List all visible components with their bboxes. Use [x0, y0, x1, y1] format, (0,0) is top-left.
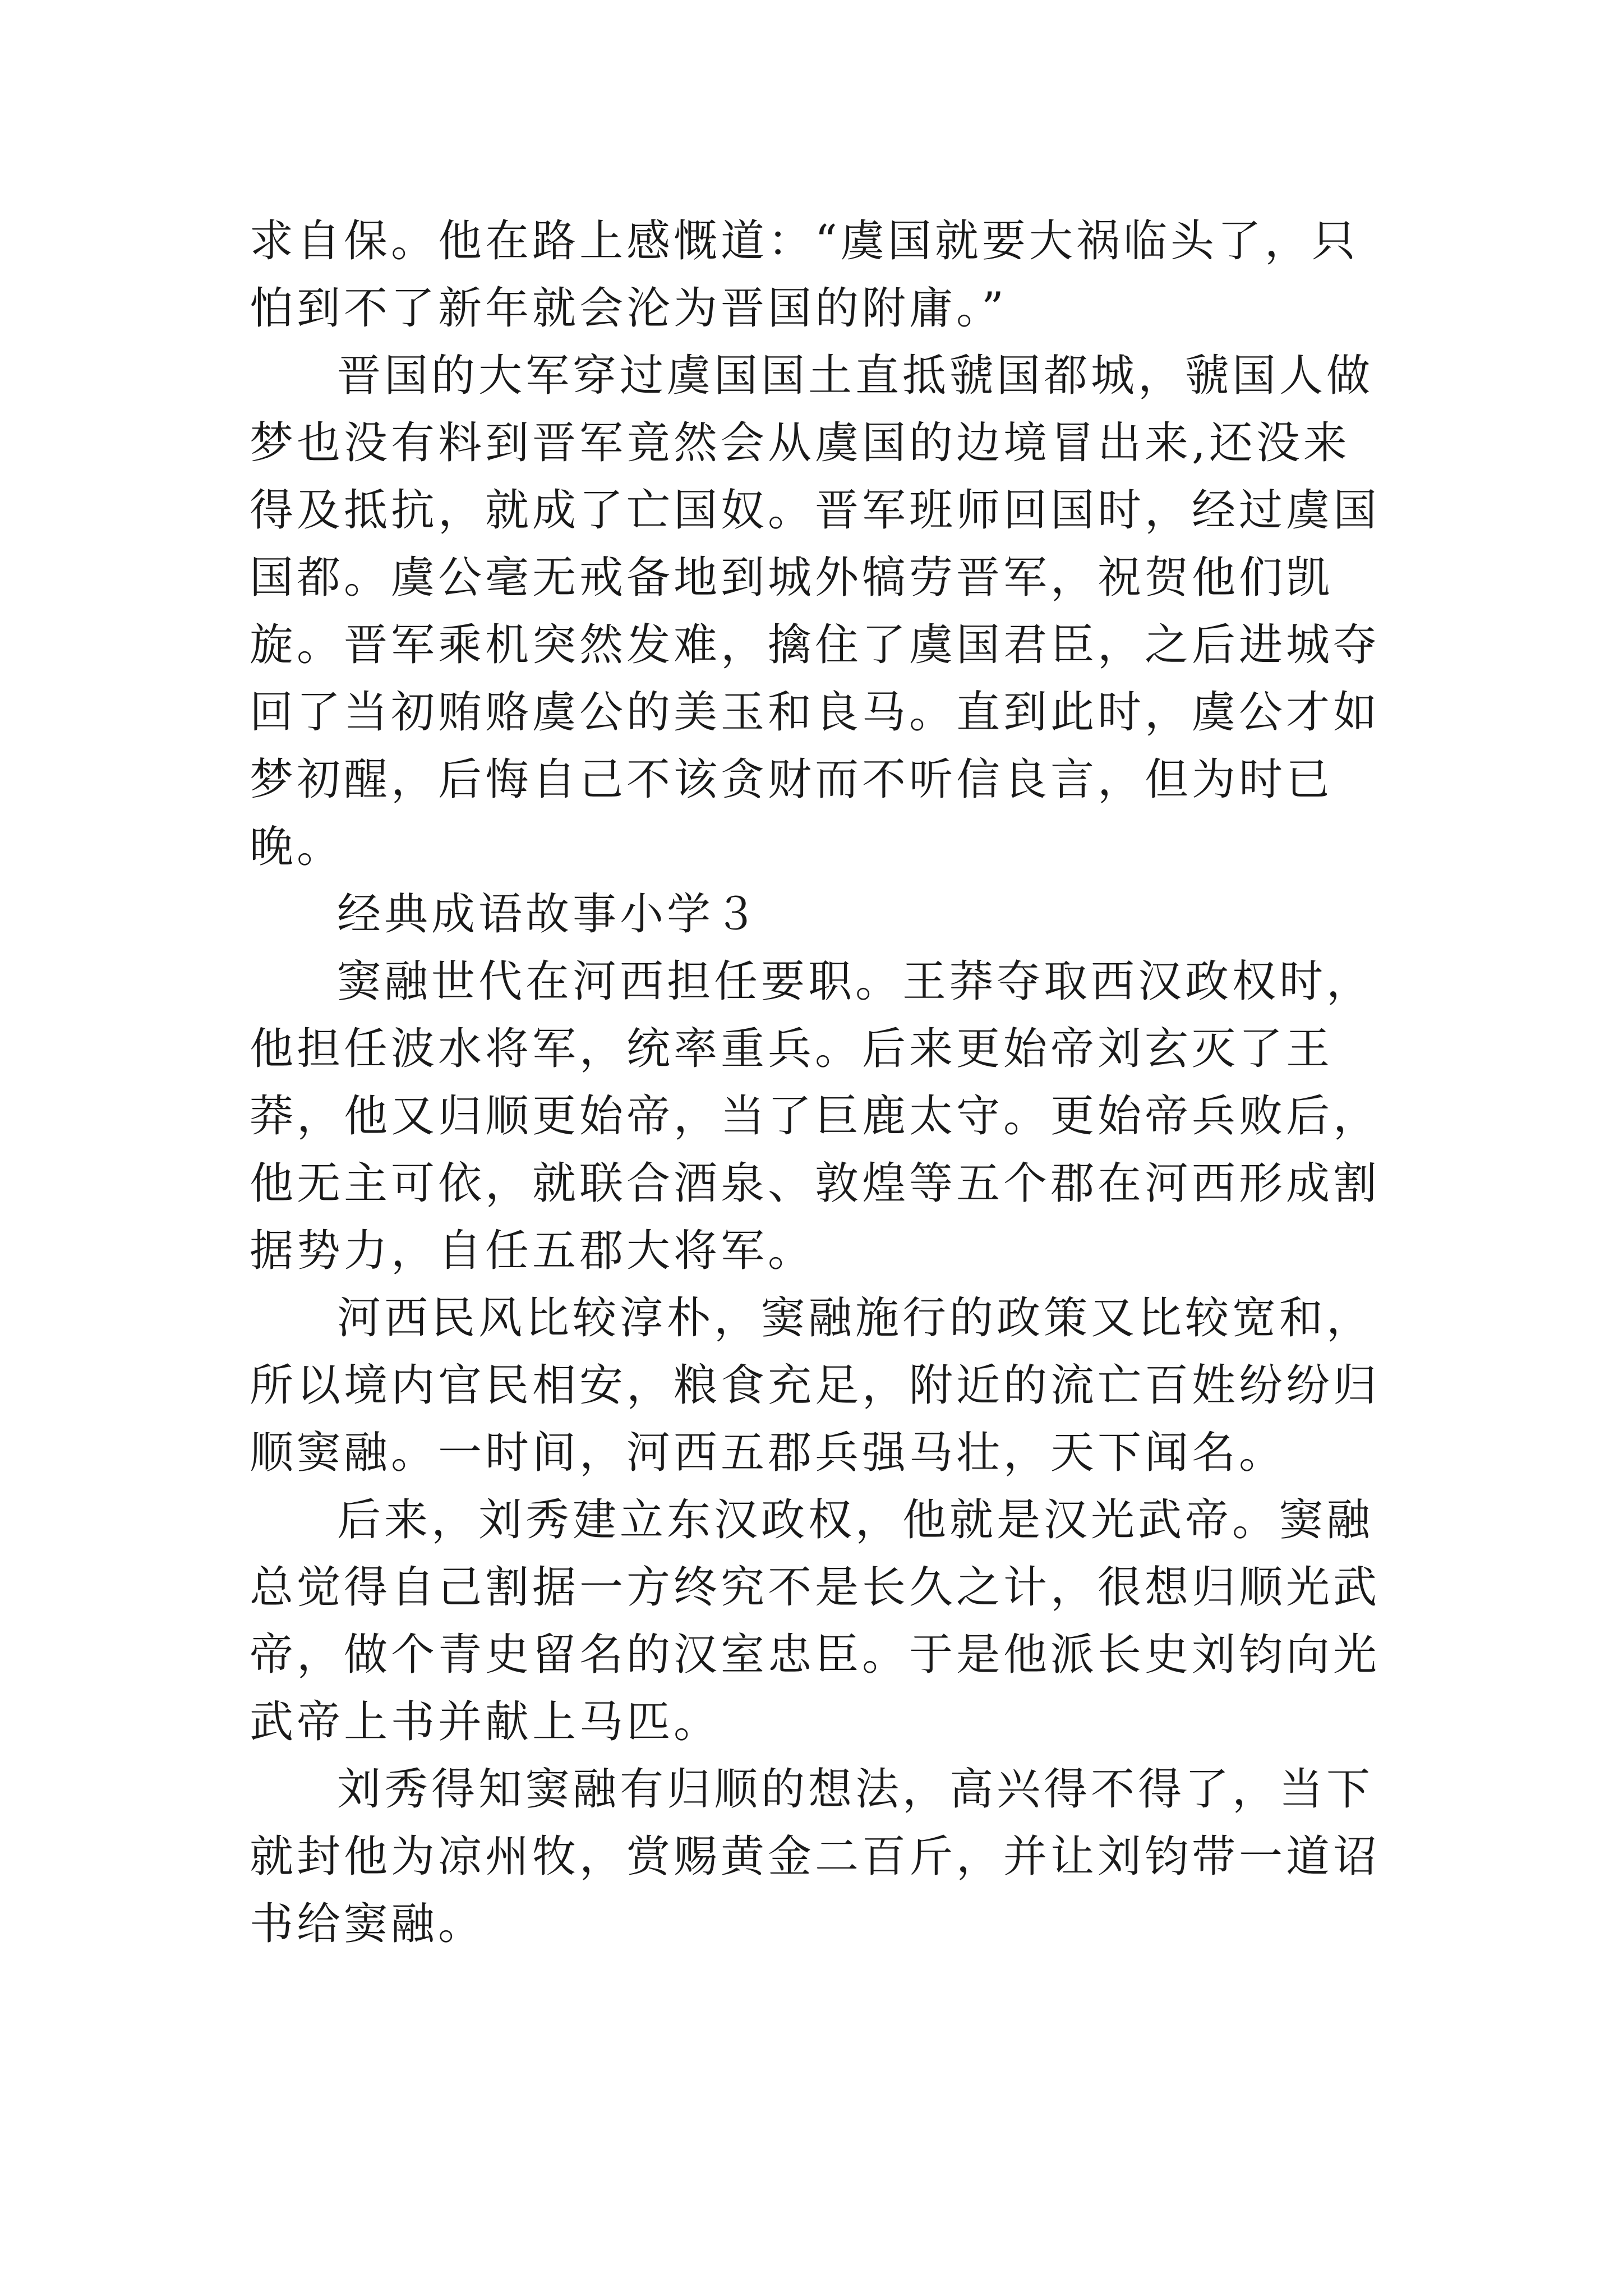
- paragraph: 后来，刘秀建立东汉政权，他就是汉光武帝。窦融总觉得自己割据一方终究不是长久之计，很想归顺光武帝，做个青史留名的汉室忠臣。于是他派长史刘钧向光武帝上书并献上马匹。: [250, 1495, 1381, 1747]
- paragraph-continued: 求自保。他在路上感慨道：“虞国就要大祸临头了，只怕到不了新年就会沦为晋国的附庸。”: [250, 216, 1359, 334]
- paragraph: 刘秀得知窦融有归顺的想法，高兴得不得了，当下就封他为凉州牧，赏赐黄金二百斤，并让刘钧带一道诏书给窦融。: [250, 1764, 1381, 1949]
- paragraph: 窦融世代在河西担任要职。王莽夺取西汉政权时，他担任波水将军，统率重兵。后来更始帝刘玄灭了王莽，他又归顺更始帝，当了巨鹿太守。更始帝兵败后，他无主可依，就联合酒泉、敦煌等五个郡在河西形成割据势力，自任五郡大将军。: [250, 956, 1381, 1276]
- paragraph: 晋国的大军穿过虞国国土直抵虢国都城，虢国人做梦也没有料到晋军竟然会从虞国的边境冒出来,还没来得及抵抗，就成了亡国奴。晋军班师回国时，经过虞国国都。虞公毫无戒备地到城外犒劳晋军，祝贺他们凯旋。晋军乘机突然发难，擒住了虞国君臣，之后进城夺回了当初贿赂虞公的美玉和良马。直到此时，虞公才如梦初醒，后悔自己不该贪财而不听信良言，但为时已晚。: [250, 351, 1381, 872]
- document-body: [250, 208, 1394, 1958]
- section-heading: 经典成语故事小学３: [337, 889, 762, 940]
- paragraph: 河西民风比较淳朴，窦融施行的政策又比较宽和，所以境内官民相安，粮食充足，附近的流亡百姓纷纷归顺窦融。一时间，河西五郡兵强马壮，天下闻名。: [250, 1293, 1381, 1478]
